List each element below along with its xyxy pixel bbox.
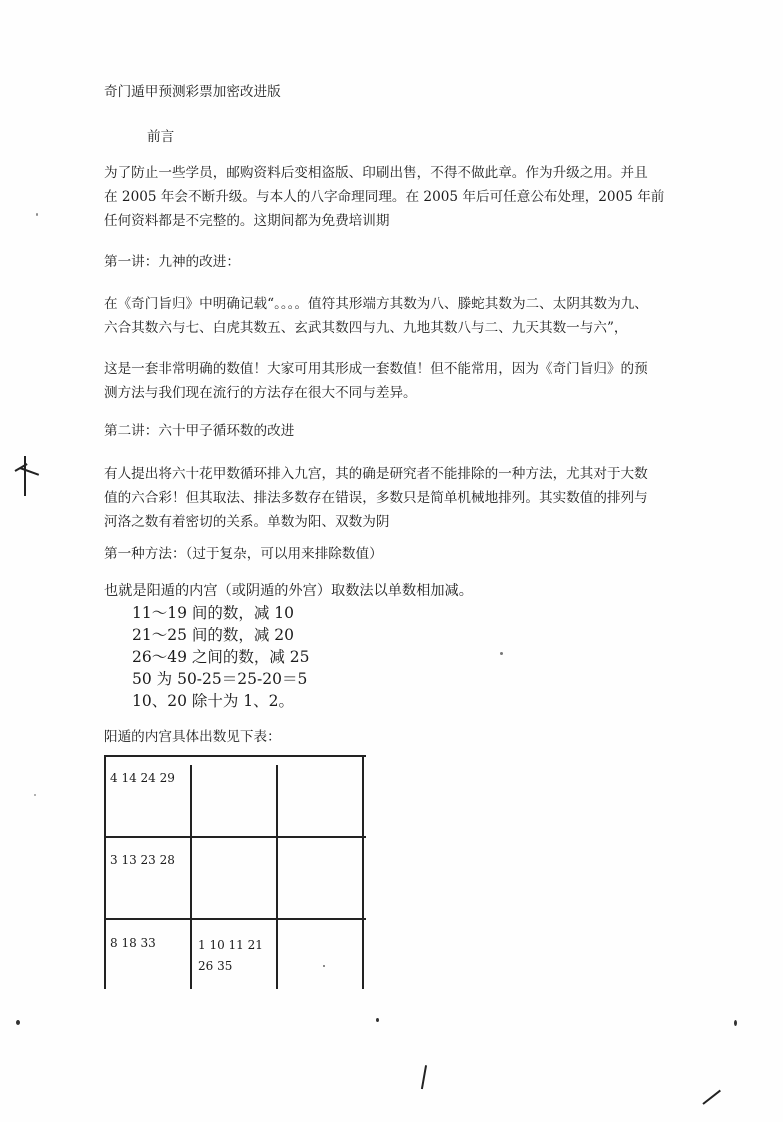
lecture1-comment-line: 这是一套非常明确的数值！大家可用其形成一套数值！但不能常用，因为《奇门旨归》的预 — [104, 361, 648, 377]
lecture2-heading: 第二讲：六十甲子循环数的改进 — [104, 423, 295, 439]
table-cell: 8 18 33 — [110, 936, 156, 950]
lecture2-body-line: 河洛之数有着密切的关系。单数为阳、双数为阴 — [104, 514, 390, 530]
table-border-right — [362, 757, 364, 989]
lecture1-comment-line: 测方法与我们现在流行的方法存在很大不同与差异。 — [104, 385, 417, 401]
method1-rule: 10、20 除十为 1、2。 — [132, 692, 295, 710]
table-border-top — [104, 755, 366, 757]
method1-heading: 第一种方法：（过于复杂，可以用来排除数值） — [104, 546, 383, 562]
lecture1-heading: 第一讲：九神的改进： — [104, 254, 240, 270]
preface-line: 任何资料都是不完整的。这期间都为免费培训期 — [104, 213, 390, 229]
lecture2-body-line: 值的六合彩！但其取法、排法多数存在错误，多数只是简单机械地排列。其实数值的排列与 — [104, 490, 648, 506]
document-title: 奇门遁甲预测彩票加密改进版 — [104, 84, 281, 100]
method1-intro: 也就是阳遁的内宫（或阴遁的外宫）取数法以单数相加减。 — [104, 583, 473, 599]
method1-rule: 11～19 间的数，减 10 — [132, 604, 295, 622]
table-cell: 4 14 24 29 — [110, 771, 175, 785]
table-row-divider — [104, 836, 366, 838]
method1-rule: 21～25 间的数，减 20 — [132, 626, 295, 644]
preface-heading: 前言 — [147, 129, 175, 145]
lecture1-quote-line: 在《奇门旨归》中明确记载“。。。。值符其形端方其数为八、滕蛇其数为二、太阴其数为九、 — [104, 296, 648, 312]
table-row-divider — [104, 918, 366, 920]
method1-rule: 50 为 50-25＝25-20＝5 — [132, 670, 308, 688]
lecture2-body-line: 有人提出将六十花甲数循环排入九宫，其的确是研究者不能排除的一种方法，尤其对于大数 — [104, 466, 648, 482]
table-col-divider — [276, 765, 278, 989]
lecture1-quote-line: 六合其数六与七、白虎其数五、玄武其数四与九、九地其数八与二、九天其数一与六”， — [104, 320, 628, 336]
preface-line: 在 2005 年会不断升级。与本人的八字命理同理。在 2005 年后可任意公布处理，2005 年前 — [104, 189, 665, 205]
method1-rule: 26～49 之间的数，减 25 — [132, 648, 310, 666]
table-caption: 阳遁的内宫具体出数见下表： — [104, 729, 281, 745]
table-border-left — [104, 757, 106, 989]
table-cell: 3 13 23 28 — [110, 853, 175, 867]
table-col-divider — [190, 765, 192, 989]
table-cell: 1 10 11 21 26 35 — [198, 938, 263, 973]
preface-line: 为了防止一些学员，邮购资料后变相盗版、印刷出售，不得不做此章。作为升级之用。并且 — [104, 165, 648, 181]
